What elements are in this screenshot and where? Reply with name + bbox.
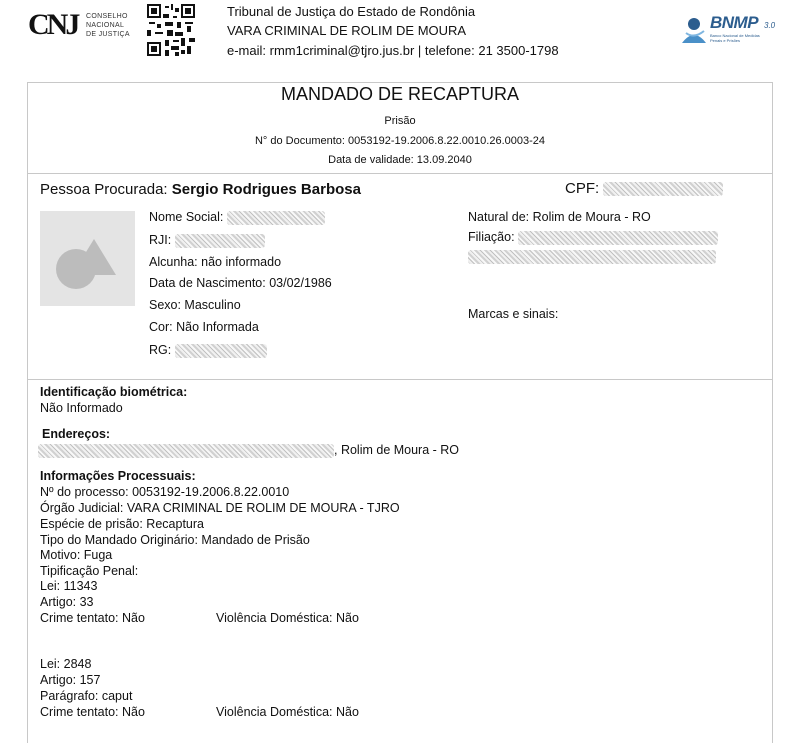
- social-name: [149, 210, 325, 225]
- birth-date: Data de Nascimento: 03/02/1986: [149, 276, 332, 290]
- filiation-redacted-1: [518, 231, 718, 245]
- cpf-redacted: [603, 182, 723, 196]
- filiation-line-2: [468, 249, 716, 264]
- contact-info: e-mail: rmm1criminal@tjro.jus.br | telefone: 21 3500-1798: [227, 43, 559, 58]
- alias: Alcunha: não informado: [149, 255, 282, 269]
- article-1: Artigo: 33: [40, 595, 94, 609]
- attempted-crime-2: Crime tentato: Não: [40, 705, 145, 719]
- bnmp-emblem-icon: [680, 13, 708, 47]
- social-name-label: Nome Social:: [149, 210, 224, 224]
- rji-redacted: [175, 234, 265, 248]
- vara-name: VARA CRIMINAL DE ROLIM DE MOURA: [227, 23, 467, 38]
- bnmp-subtitle: Banco Nacional de Medidas Penais e Prisões: [710, 33, 760, 43]
- law-1: Lei: 11343: [40, 579, 98, 593]
- original-warrant-type: Tipo do Mandado Originário: Mandado de Prisão: [40, 533, 310, 547]
- judicial-organ: Órgão Judicial: VARA CRIMINAL DE ROLIM DE MOURA - TJRO: [40, 501, 400, 515]
- law-2: Lei: 2848: [40, 657, 92, 671]
- address-line: [38, 443, 459, 458]
- domestic-violence-2: Violência Doméstica: Não: [216, 705, 359, 719]
- cnj-line-3: DE JUSTIÇA: [86, 31, 130, 38]
- wanted-person: [40, 181, 361, 198]
- penal-typification: Tipificação Penal:: [40, 564, 139, 578]
- process-info-label: Informações Processuais:: [40, 469, 196, 483]
- skin-color: Cor: Não Informada: [149, 320, 259, 334]
- sex: Sexo: Masculino: [149, 298, 241, 312]
- rg-label: RG:: [149, 343, 172, 357]
- divider: [28, 173, 772, 174]
- reason: Motivo: Fuga: [40, 548, 113, 562]
- bnmp-wordmark: BNMP: [710, 13, 759, 32]
- bnmp-version: 3.0: [764, 21, 776, 30]
- rg: [149, 343, 267, 358]
- document-type: Prisão: [384, 115, 416, 127]
- qr-code-icon: [147, 4, 195, 56]
- photo-placeholder: [40, 211, 135, 306]
- biometric-value: Não Informado: [40, 401, 123, 415]
- process-number: Nº do processo: 0053192-19.2006.8.22.0010: [40, 485, 290, 499]
- cpf: [565, 180, 723, 197]
- article-2: Artigo: 157: [40, 673, 101, 687]
- paragraph-2: Parágrafo: caput: [40, 689, 133, 703]
- domestic-violence-1: Violência Doméstica: Não: [216, 611, 359, 625]
- person-placeholder-icon: [40, 211, 135, 306]
- validity-date: Data de validade: 13.09.2040: [328, 154, 472, 166]
- cpf-label: CPF:: [565, 180, 600, 197]
- bnmp-logo: [680, 13, 780, 47]
- attempted-crime-1: Crime tentato: Não: [40, 611, 145, 625]
- cnj-logo: [28, 10, 138, 44]
- natural-of: Natural de: Rolim de Moura - RO: [468, 210, 651, 224]
- address-city: , Rolim de Moura - RO: [334, 443, 460, 457]
- address-redacted: [38, 444, 334, 458]
- biometric-label: Identificação biométrica:: [40, 385, 188, 399]
- marks-and-signs: Marcas e sinais:: [468, 307, 559, 321]
- social-name-redacted: [227, 211, 325, 225]
- wanted-person-label: Pessoa Procurada:: [40, 181, 168, 198]
- cnj-line-1: CONSELHO: [86, 13, 128, 20]
- warrant-frame: [27, 82, 773, 743]
- cnj-text: [86, 12, 130, 39]
- filiation-redacted-2: [468, 250, 716, 264]
- court-name: Tribunal de Justiça do Estado de Rondônia: [227, 4, 476, 19]
- address-label: Endereços:: [42, 427, 111, 441]
- rji-label: RJI:: [149, 233, 172, 247]
- filiation: [468, 230, 718, 245]
- document-number: N° do Documento: 0053192-19.2006.8.22.0010.26.0003-24: [254, 135, 545, 147]
- arrest-species: Espécie de prisão: Recaptura: [40, 517, 204, 531]
- document-title: MANDADO DE RECAPTURA: [280, 84, 520, 104]
- rji: [149, 233, 265, 248]
- cnj-mark: CNJ: [28, 8, 78, 41]
- divider: [28, 379, 772, 380]
- rg-redacted: [175, 344, 267, 358]
- cnj-line-2: NACIONAL: [86, 22, 125, 29]
- filiation-label: Filiação:: [468, 230, 515, 244]
- wanted-person-name: Sergio Rodrigues Barbosa: [171, 181, 361, 198]
